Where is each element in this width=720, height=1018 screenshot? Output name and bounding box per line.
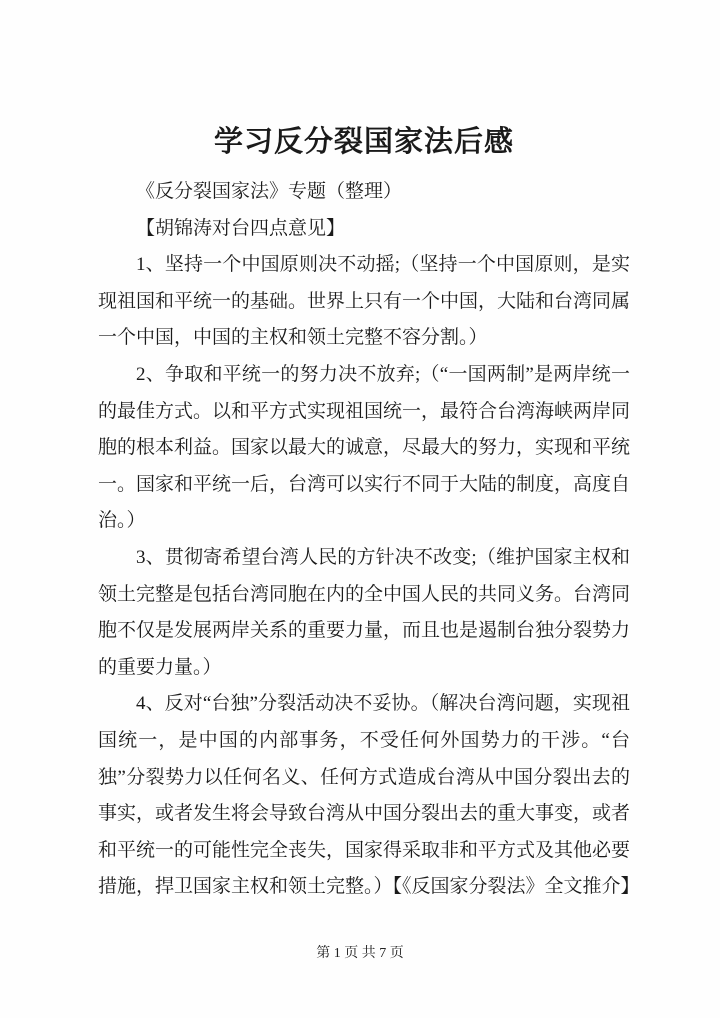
paragraph-subject-line: 《反分裂国家法》专题（整理） <box>136 181 403 202</box>
paragraph-point-2: 2、争取和平统一的努力决不放弃;（“一国两制”是两岸统一的最佳方式。以和平方式实现祖国统一，最符合台湾海峡两岸同胞的根本利益。国家以最大的诚意，尽最大的努力，实现和平统一。国家和平统一后，台湾可以实行不同于大陆的制度，高度自治。） <box>98 363 631 532</box>
paragraph-section-heading: 【胡锦涛对台四点意见】 <box>136 217 346 239</box>
page-number-footer: 第 1 页 共 7 页 <box>316 946 404 961</box>
document-title: 学习反分裂国家法后感 <box>213 126 514 158</box>
paragraph-point-1: 1、坚持一个中国原则决不动摇;（坚持一个中国原则，是实现祖国和平统一的基础。世界上只有一个中国，大陆和台湾同属一个中国，中国的主权和领土完整不容分割。） <box>98 254 631 349</box>
paragraph-point-4: 4、反对“台独”分裂活动决不妥协。（解决台湾问题，实现祖国统一，是中国的内部事务，不受任何外国势力的干涉。“台独”分裂势力以任何名义、任何方式造成台湾从中国分裂出去的事实，或者发生将会导致台湾从中国分裂出去的重大事变，或者和平统一的可能性完全丧失，国家得采取非和平方式及其他必要措施，捍卫国家主权和领土完整。）【《反国家分裂法》全文推介】 <box>98 693 640 898</box>
paragraph-point-3: 3、贯彻寄希望台湾人民的方针决不改变;（维护国家主权和领土完整是包括台湾同胞在内的全中国人民的共同义务。台湾同胞不仅是发展两岸关系的重要力量，而且也是遏制台独分裂势力的重要力量。） <box>98 546 631 678</box>
document-content <box>98 122 640 906</box>
